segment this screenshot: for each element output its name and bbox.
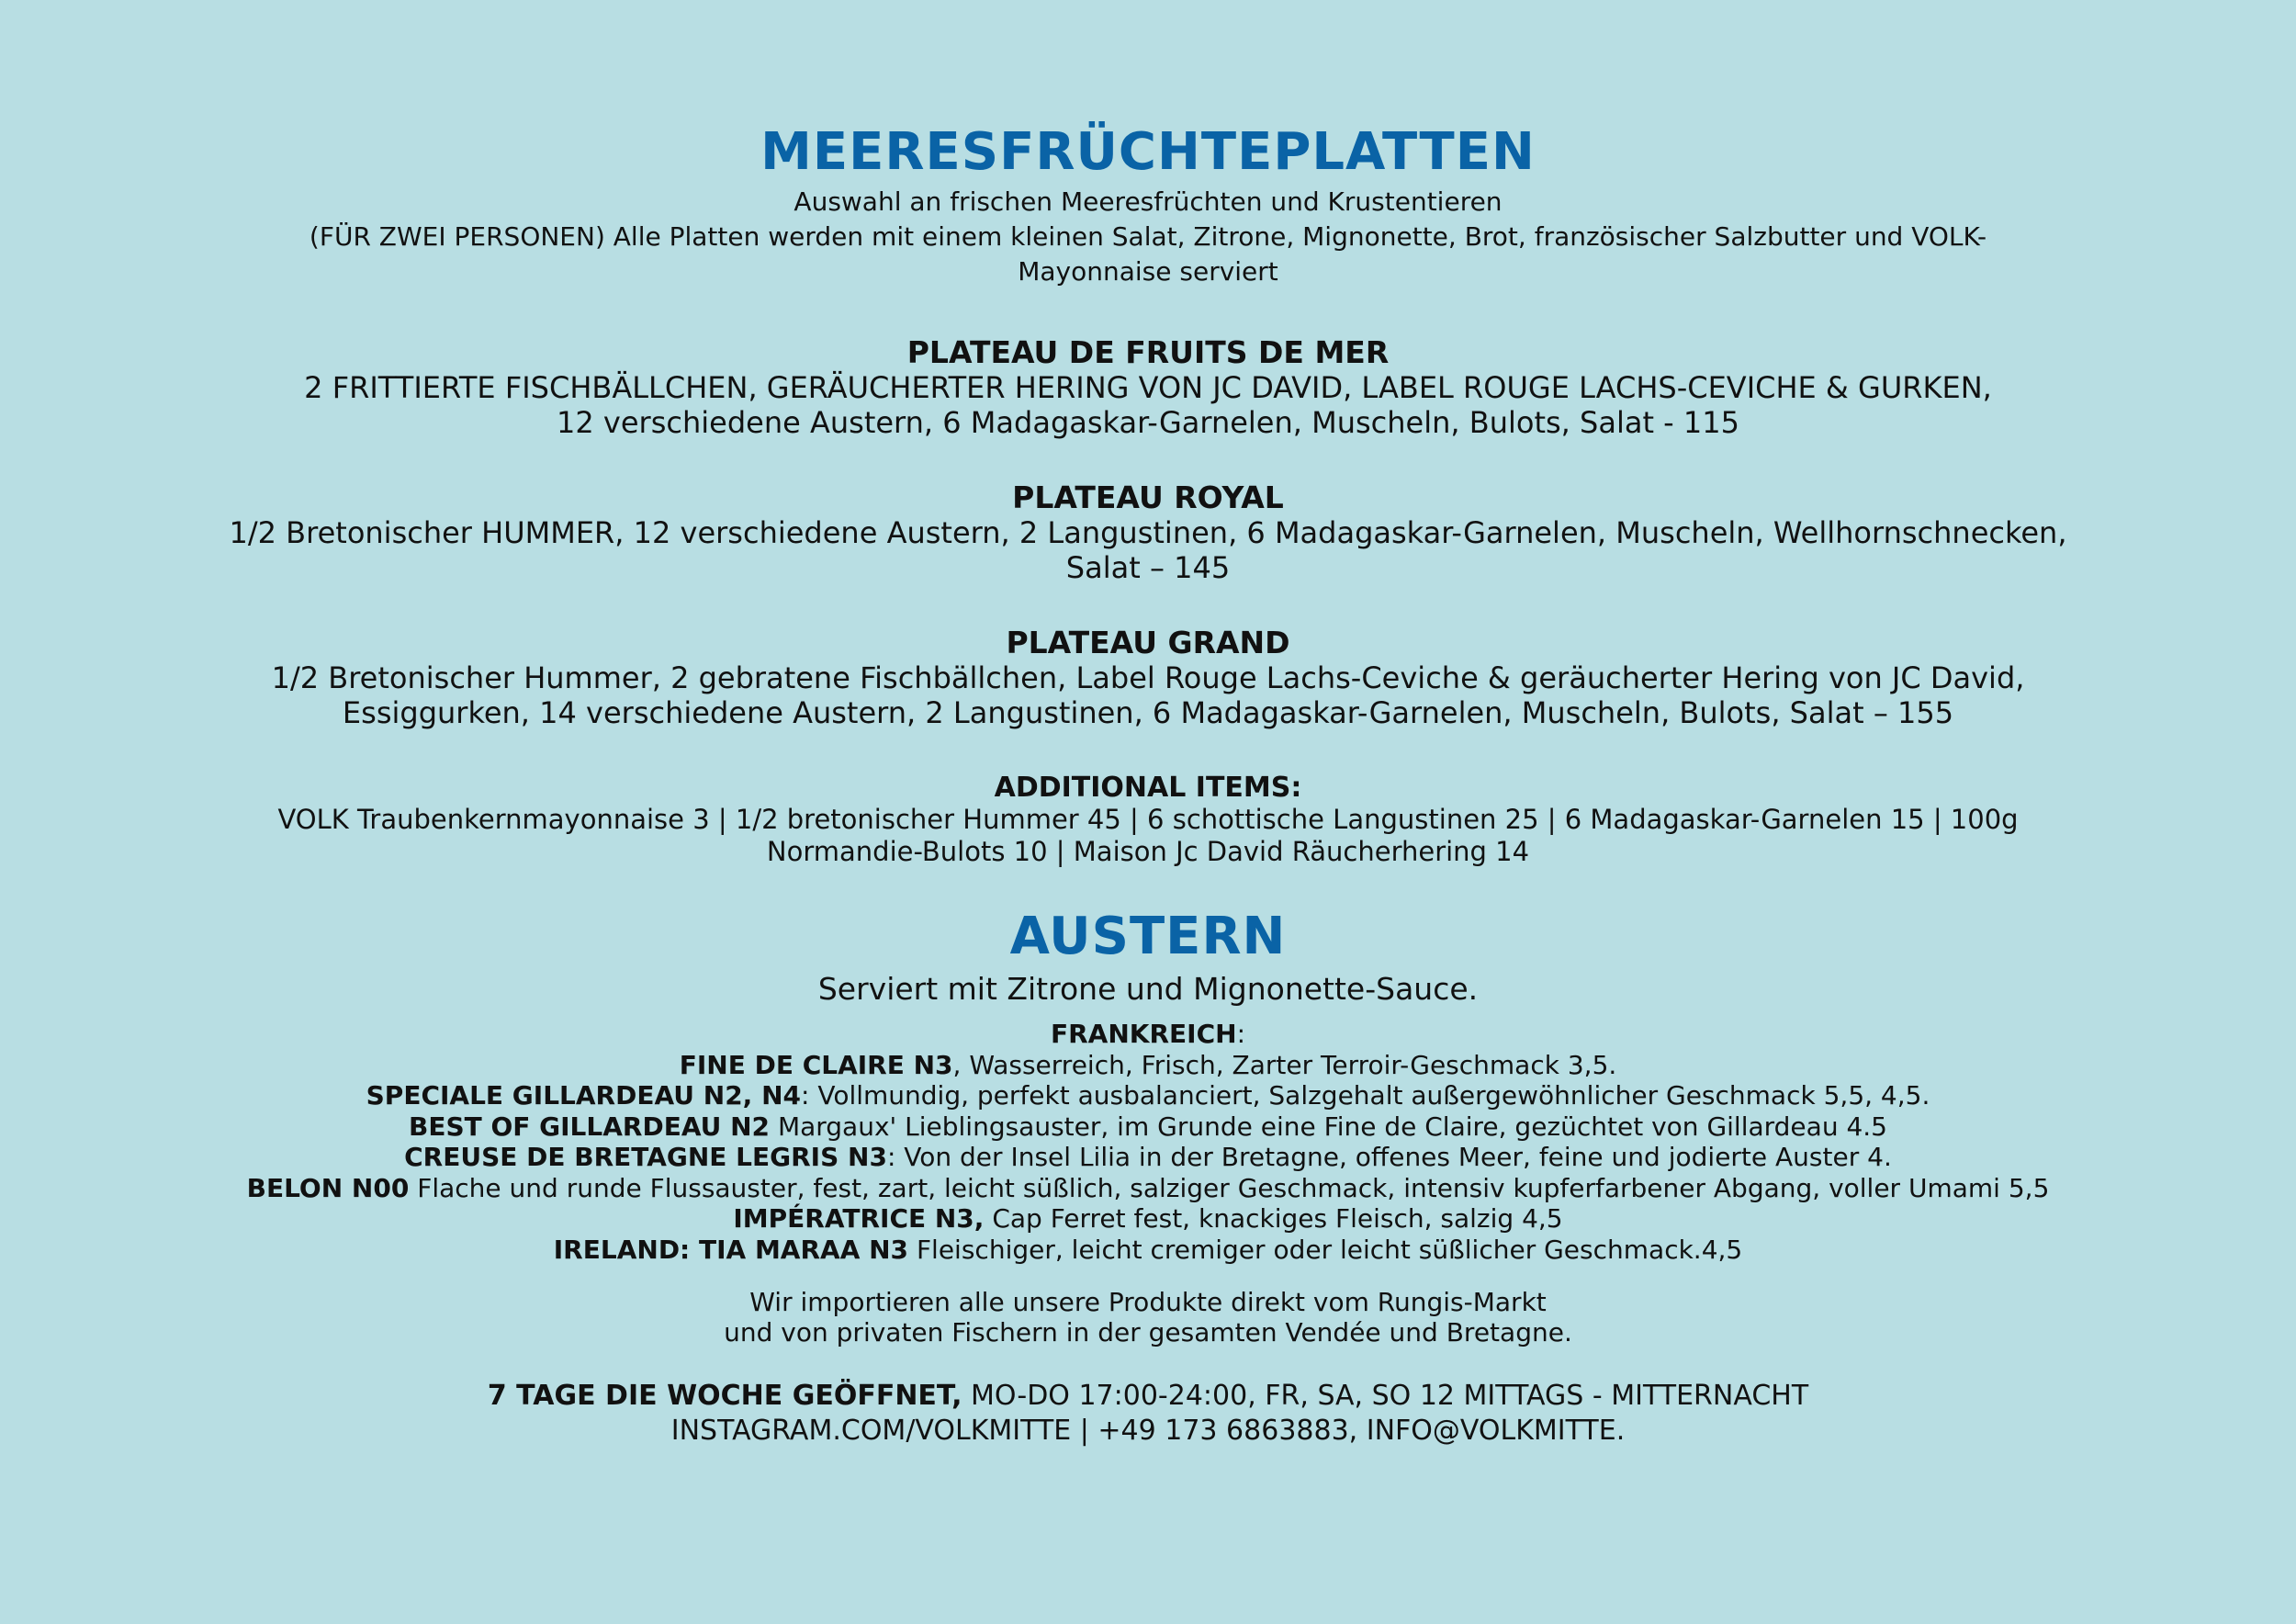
import-line-1: Wir importieren alle unsere Produkte direkt vom Rungis-Markt [749, 1287, 1547, 1317]
plateau-royal-line-1: 1/2 Bretonischer HUMMER, 12 verschiedene Austern, 2 Langustinen, 6 Madagaskar-Garnelen, Muscheln, Wellhornschnecken, [229, 515, 2067, 550]
plateau-grand-title: PLATEAU GRAND [1006, 625, 1290, 660]
seafood-subtitle-2: (FÜR ZWEI PERSONEN) Alle Platten werden mit einem kleinen Salat, Zitrone, Mignonette, Brot, französischer Salzbutter und VOLK- [309, 221, 1987, 252]
oyster-item [0, 1142, 2296, 1173]
oyster-desc: , Wasserreich, Frisch, Zarter Terroir-Geschmack 3,5. [952, 1049, 1617, 1080]
oyster-desc: Margaux' Lieblingsauster, im Grunde eine Fine de Claire, gezüchtet von Gillardeau 4.5 [770, 1111, 1887, 1142]
oysters-header [0, 907, 2296, 966]
plateau-royal-title: PLATEAU ROYAL [1012, 479, 1284, 515]
opening-hours [0, 1379, 2296, 1414]
import-note [0, 1287, 2296, 1348]
france-heading [0, 1019, 2296, 1050]
plateau-grand-section [0, 626, 2296, 730]
plateau-royal-section [0, 480, 2296, 585]
france-label: FRANKREICH [1050, 1019, 1237, 1049]
plateau-grand-line-1: 1/2 Bretonischer Hummer, 2 gebratene Fischbällchen, Label Rouge Lachs-Ceviche & geräucherter Hering von JC David, [271, 660, 2025, 695]
oyster-desc: : Vollmundig, perfekt ausbalanciert, Salzgehalt außergewöhnlicher Geschmack 5,5, 4,5. [801, 1080, 1930, 1111]
oyster-name: FINE DE CLAIRE N3 [679, 1049, 953, 1080]
additional-section [0, 773, 2296, 868]
oysters-subtitle: Serviert mit Zitrone und Mignonette-Sauce. [817, 971, 1479, 1007]
oyster-item [0, 1050, 2296, 1081]
footer [0, 1379, 2296, 1449]
plateau-fruits-line-2: 12 verschiedene Austern, 6 Madagaskar-Garnelen, Muscheln, Bulots, Salat - 115 [557, 405, 1739, 440]
seafood-title: MEERESFRÜCHTEPLATTEN [760, 122, 1536, 182]
additional-line-2: Normandie-Bulots 10 | Maison Jc David Räucherhering 14 [766, 836, 1530, 867]
additional-title: ADDITIONAL ITEMS: [994, 772, 1302, 804]
oysters-title: AUSTERN [1009, 907, 1287, 966]
seafood-header [0, 122, 2296, 182]
plateau-fruits-line-1: 2 FRITTIERTE FISCHBÄLLCHEN, GERÄUCHERTER HERING VON JC DAVID, LABEL ROUGE LACHS-CEVICHE & GURKEN, [304, 370, 1992, 405]
seafood-subtitle-3: Mayonnaise serviert [1018, 256, 1278, 287]
plateau-fruits-title: PLATEAU DE FRUITS DE MER [906, 334, 1390, 370]
oyster-desc: : Von der Insel Lilia in der Bretagne, offenes Meer, feine und jodierte Auster 4. [886, 1142, 1892, 1172]
france-colon: : [1236, 1019, 1245, 1049]
oyster-item [0, 1173, 2296, 1204]
opening-hours-rest: MO-DO 17:00-24:00, FR, SA, SO 12 MITTAGS - MITTERNACHT [962, 1380, 1809, 1412]
oyster-name: IRELAND: TIA MARAA N3 [553, 1234, 909, 1265]
oyster-item [0, 1235, 2296, 1266]
opening-hours-bold: 7 TAGE DIE WOCHE GEÖFFNET, [487, 1380, 962, 1412]
oyster-name: BELON N00 [246, 1172, 410, 1203]
import-line-2: und von privaten Fischern in der gesamten Vendée und Bretagne. [724, 1317, 1572, 1348]
oysters-list [0, 1019, 2296, 1265]
oyster-item [0, 1080, 2296, 1111]
plateau-royal-line-2: Salat – 145 [1065, 550, 1231, 585]
contact-line: INSTAGRAM.COM/VOLKMITTE | +49 173 6863883, INFO@VOLKMITTE. [670, 1415, 1626, 1447]
oyster-desc: Flache und runde Flussauster, fest, zart, leicht süßlich, salziger Geschmack, intensiv kupferfarbener Abgang, voller Umami 5,5 [409, 1172, 2050, 1203]
oyster-name: CREUSE DE BRETAGNE LEGRIS N3 [404, 1142, 887, 1172]
oyster-item [0, 1111, 2296, 1143]
oyster-item [0, 1203, 2296, 1235]
oysters-subtitle-wrap [0, 971, 2296, 1008]
plateau-grand-line-2: Essiggurken, 14 verschiedene Austern, 2 Langustinen, 6 Madagaskar-Garnelen, Muscheln, Bulots, Salat – 155 [342, 695, 1954, 730]
oyster-desc: Fleischiger, leicht cremiger oder leicht süßlicher Geschmack.4,5 [908, 1234, 1743, 1265]
plateau-fruits-section [0, 335, 2296, 440]
oyster-name: IMPÉRATRICE N3, [733, 1203, 985, 1234]
oyster-name: BEST OF GILLARDEAU N2 [408, 1111, 771, 1142]
oyster-desc: Cap Ferret fest, knackiges Fleisch, salzig 4,5 [984, 1203, 1563, 1234]
seafood-subtitle-1: Auswahl an frischen Meeresfrüchten und Krustentieren [793, 186, 1503, 217]
seafood-intro [0, 185, 2296, 289]
oyster-name: SPECIALE GILLARDEAU N2, N4 [366, 1080, 801, 1111]
additional-line-1: VOLK Traubenkernmayonnaise 3 | 1/2 bretonischer Hummer 45 | 6 schottische Langustinen 25 | 6 Madagaskar-Garnelen 15 | 100g [277, 804, 2019, 835]
